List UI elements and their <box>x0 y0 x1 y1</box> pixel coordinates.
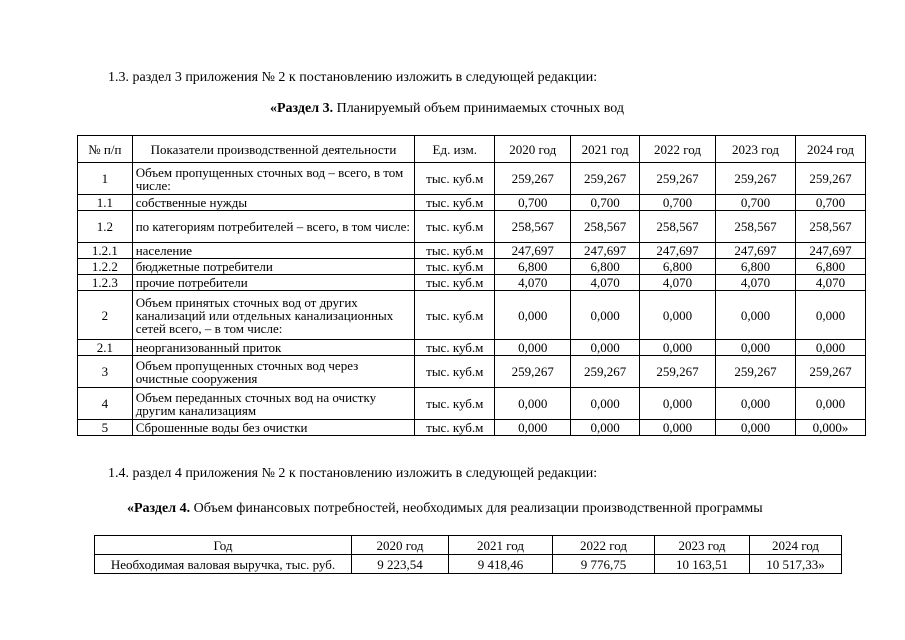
section3-title <box>270 101 624 117</box>
value-cell: 6,800 <box>495 259 571 275</box>
unit-cell: тыс. куб.м <box>415 388 495 420</box>
header-cell: 2020 год <box>352 536 449 555</box>
section4-title <box>127 501 763 517</box>
value-cell: 0,000 <box>571 388 640 420</box>
value-cell: 6,800 <box>640 259 716 275</box>
value-cell: 0,000 <box>716 291 796 340</box>
value-cell: 0,700 <box>571 195 640 211</box>
value-cell: 258,567 <box>495 211 571 243</box>
value-cell: 4,070 <box>716 275 796 291</box>
section3-title-prefix: «Раздел 3. <box>270 101 334 116</box>
value-cell: 6,800 <box>571 259 640 275</box>
header-cell: 2021 год <box>449 536 553 555</box>
value-cell: 4,070 <box>571 275 640 291</box>
row-number-cell: 1.1 <box>78 195 133 211</box>
unit-cell: тыс. куб.м <box>415 211 495 243</box>
value-cell: 10 517,33» <box>750 555 842 574</box>
header-cell: Год <box>95 536 352 555</box>
value-cell: 4,070 <box>495 275 571 291</box>
value-cell: 259,267 <box>495 356 571 388</box>
value-cell: 258,567 <box>796 211 866 243</box>
table-row <box>78 388 866 420</box>
indicator-cell: Объем принятых сточных вод от других канализаций или отдельных канализационных сетей всего, – в том числе: <box>132 291 415 340</box>
value-cell: 259,267 <box>716 163 796 195</box>
value-cell: 259,267 <box>640 356 716 388</box>
value-cell: 0,000 <box>716 420 796 436</box>
indicator-cell: собственные нужды <box>132 195 415 211</box>
value-cell: 247,697 <box>571 243 640 259</box>
section3-intro: 1.3. раздел 3 приложения № 2 к постановлению изложить в следующей редакции: <box>108 70 598 85</box>
table-row <box>78 356 866 388</box>
unit-cell: тыс. куб.м <box>415 195 495 211</box>
value-cell: 0,000 <box>495 420 571 436</box>
value-cell: 0,000 <box>640 420 716 436</box>
value-cell: 259,267 <box>571 356 640 388</box>
table-row <box>78 211 866 243</box>
indicator-cell: прочие потребители <box>132 275 415 291</box>
header-cell: Показатели производственной деятельности <box>132 136 415 163</box>
row-number-cell: 2.1 <box>78 340 133 356</box>
value-cell: 259,267 <box>716 356 796 388</box>
header-cell: 2021 год <box>571 136 640 163</box>
table-row <box>78 275 866 291</box>
value-cell: 0,000» <box>796 420 866 436</box>
indicator-cell: по категориям потребителей – всего, в том числе: <box>132 211 415 243</box>
header-cell: 2022 год <box>553 536 655 555</box>
value-cell: 247,697 <box>495 243 571 259</box>
value-cell: 0,000 <box>571 340 640 356</box>
value-cell: 0,000 <box>796 388 866 420</box>
indicator-cell: население <box>132 243 415 259</box>
table-row <box>78 243 866 259</box>
indicator-cell: неорганизованный приток <box>132 340 415 356</box>
row-number-cell: 1.2.3 <box>78 275 133 291</box>
section4-title-prefix: «Раздел 4. <box>127 501 191 516</box>
value-cell: 258,567 <box>571 211 640 243</box>
value-cell: 6,800 <box>716 259 796 275</box>
unit-cell: тыс. куб.м <box>415 356 495 388</box>
table-row <box>78 420 866 436</box>
row-number-cell: 1.2.1 <box>78 243 133 259</box>
table-row <box>78 291 866 340</box>
value-cell: 259,267 <box>571 163 640 195</box>
table-header-row <box>78 136 866 163</box>
value-cell: 0,000 <box>640 291 716 340</box>
indicator-cell: бюджетные потребители <box>132 259 415 275</box>
table-row <box>78 259 866 275</box>
value-cell: 0,700 <box>495 195 571 211</box>
value-cell: 0,000 <box>495 340 571 356</box>
value-cell: 0,700 <box>796 195 866 211</box>
header-cell: 2024 год <box>750 536 842 555</box>
table-row <box>95 555 842 574</box>
header-cell: Ед. изм. <box>415 136 495 163</box>
indicator-cell: Объем пропущенных сточных вод – всего, в том числе: <box>132 163 415 195</box>
wastewater-volume-table <box>77 135 866 436</box>
unit-cell: тыс. куб.м <box>415 243 495 259</box>
value-cell: 259,267 <box>640 163 716 195</box>
value-cell: 258,567 <box>716 211 796 243</box>
value-cell: 0,000 <box>495 291 571 340</box>
section4-intro: 1.4. раздел 4 приложения № 2 к постановлению изложить в следующей редакции: <box>108 466 598 481</box>
value-cell: 4,070 <box>796 275 866 291</box>
value-cell: 0,000 <box>716 340 796 356</box>
row-number-cell: 4 <box>78 388 133 420</box>
row-number-cell: 5 <box>78 420 133 436</box>
row-number-cell: 1 <box>78 163 133 195</box>
row-label-cell: Необходимая валовая выручка, тыс. руб. <box>95 555 352 574</box>
header-cell: 2022 год <box>640 136 716 163</box>
value-cell: 0,000 <box>495 388 571 420</box>
value-cell: 259,267 <box>495 163 571 195</box>
value-cell: 0,700 <box>640 195 716 211</box>
value-cell: 0,000 <box>571 291 640 340</box>
unit-cell: тыс. куб.м <box>415 291 495 340</box>
indicator-cell: Сброшенные воды без очистки <box>132 420 415 436</box>
value-cell: 0,700 <box>716 195 796 211</box>
value-cell: 247,697 <box>716 243 796 259</box>
header-cell: 2020 год <box>495 136 571 163</box>
indicator-cell: Объем пропущенных сточных вод через очистные сооружения <box>132 356 415 388</box>
section3-title-text: Планируемый объем принимаемых сточных вод <box>333 101 624 116</box>
unit-cell: тыс. куб.м <box>415 259 495 275</box>
row-number-cell: 3 <box>78 356 133 388</box>
value-cell: 9 418,46 <box>449 555 553 574</box>
indicator-cell: Объем переданных сточных вод на очистку другим канализациям <box>132 388 415 420</box>
value-cell: 0,000 <box>640 388 716 420</box>
row-number-cell: 1.2.2 <box>78 259 133 275</box>
financial-needs-table <box>94 535 842 574</box>
header-cell: № п/п <box>78 136 133 163</box>
row-number-cell: 1.2 <box>78 211 133 243</box>
table-row <box>78 340 866 356</box>
value-cell: 6,800 <box>796 259 866 275</box>
value-cell: 247,697 <box>640 243 716 259</box>
header-cell: 2024 год <box>796 136 866 163</box>
value-cell: 258,567 <box>640 211 716 243</box>
value-cell: 0,000 <box>796 340 866 356</box>
header-cell: 2023 год <box>716 136 796 163</box>
value-cell: 0,000 <box>571 420 640 436</box>
value-cell: 0,000 <box>796 291 866 340</box>
header-cell: 2023 год <box>655 536 750 555</box>
value-cell: 259,267 <box>796 163 866 195</box>
value-cell: 10 163,51 <box>655 555 750 574</box>
value-cell: 247,697 <box>796 243 866 259</box>
unit-cell: тыс. куб.м <box>415 420 495 436</box>
value-cell: 259,267 <box>796 356 866 388</box>
value-cell: 0,000 <box>640 340 716 356</box>
unit-cell: тыс. куб.м <box>415 275 495 291</box>
value-cell: 9 776,75 <box>553 555 655 574</box>
unit-cell: тыс. куб.м <box>415 340 495 356</box>
row-number-cell: 2 <box>78 291 133 340</box>
unit-cell: тыс. куб.м <box>415 163 495 195</box>
value-cell: 0,000 <box>716 388 796 420</box>
table-row <box>78 195 866 211</box>
value-cell: 4,070 <box>640 275 716 291</box>
section4-title-text: Объем финансовых потребностей, необходимых для реализации производственной программы <box>190 501 763 516</box>
table-row <box>78 163 866 195</box>
value-cell: 9 223,54 <box>352 555 449 574</box>
table-header-row <box>95 536 842 555</box>
